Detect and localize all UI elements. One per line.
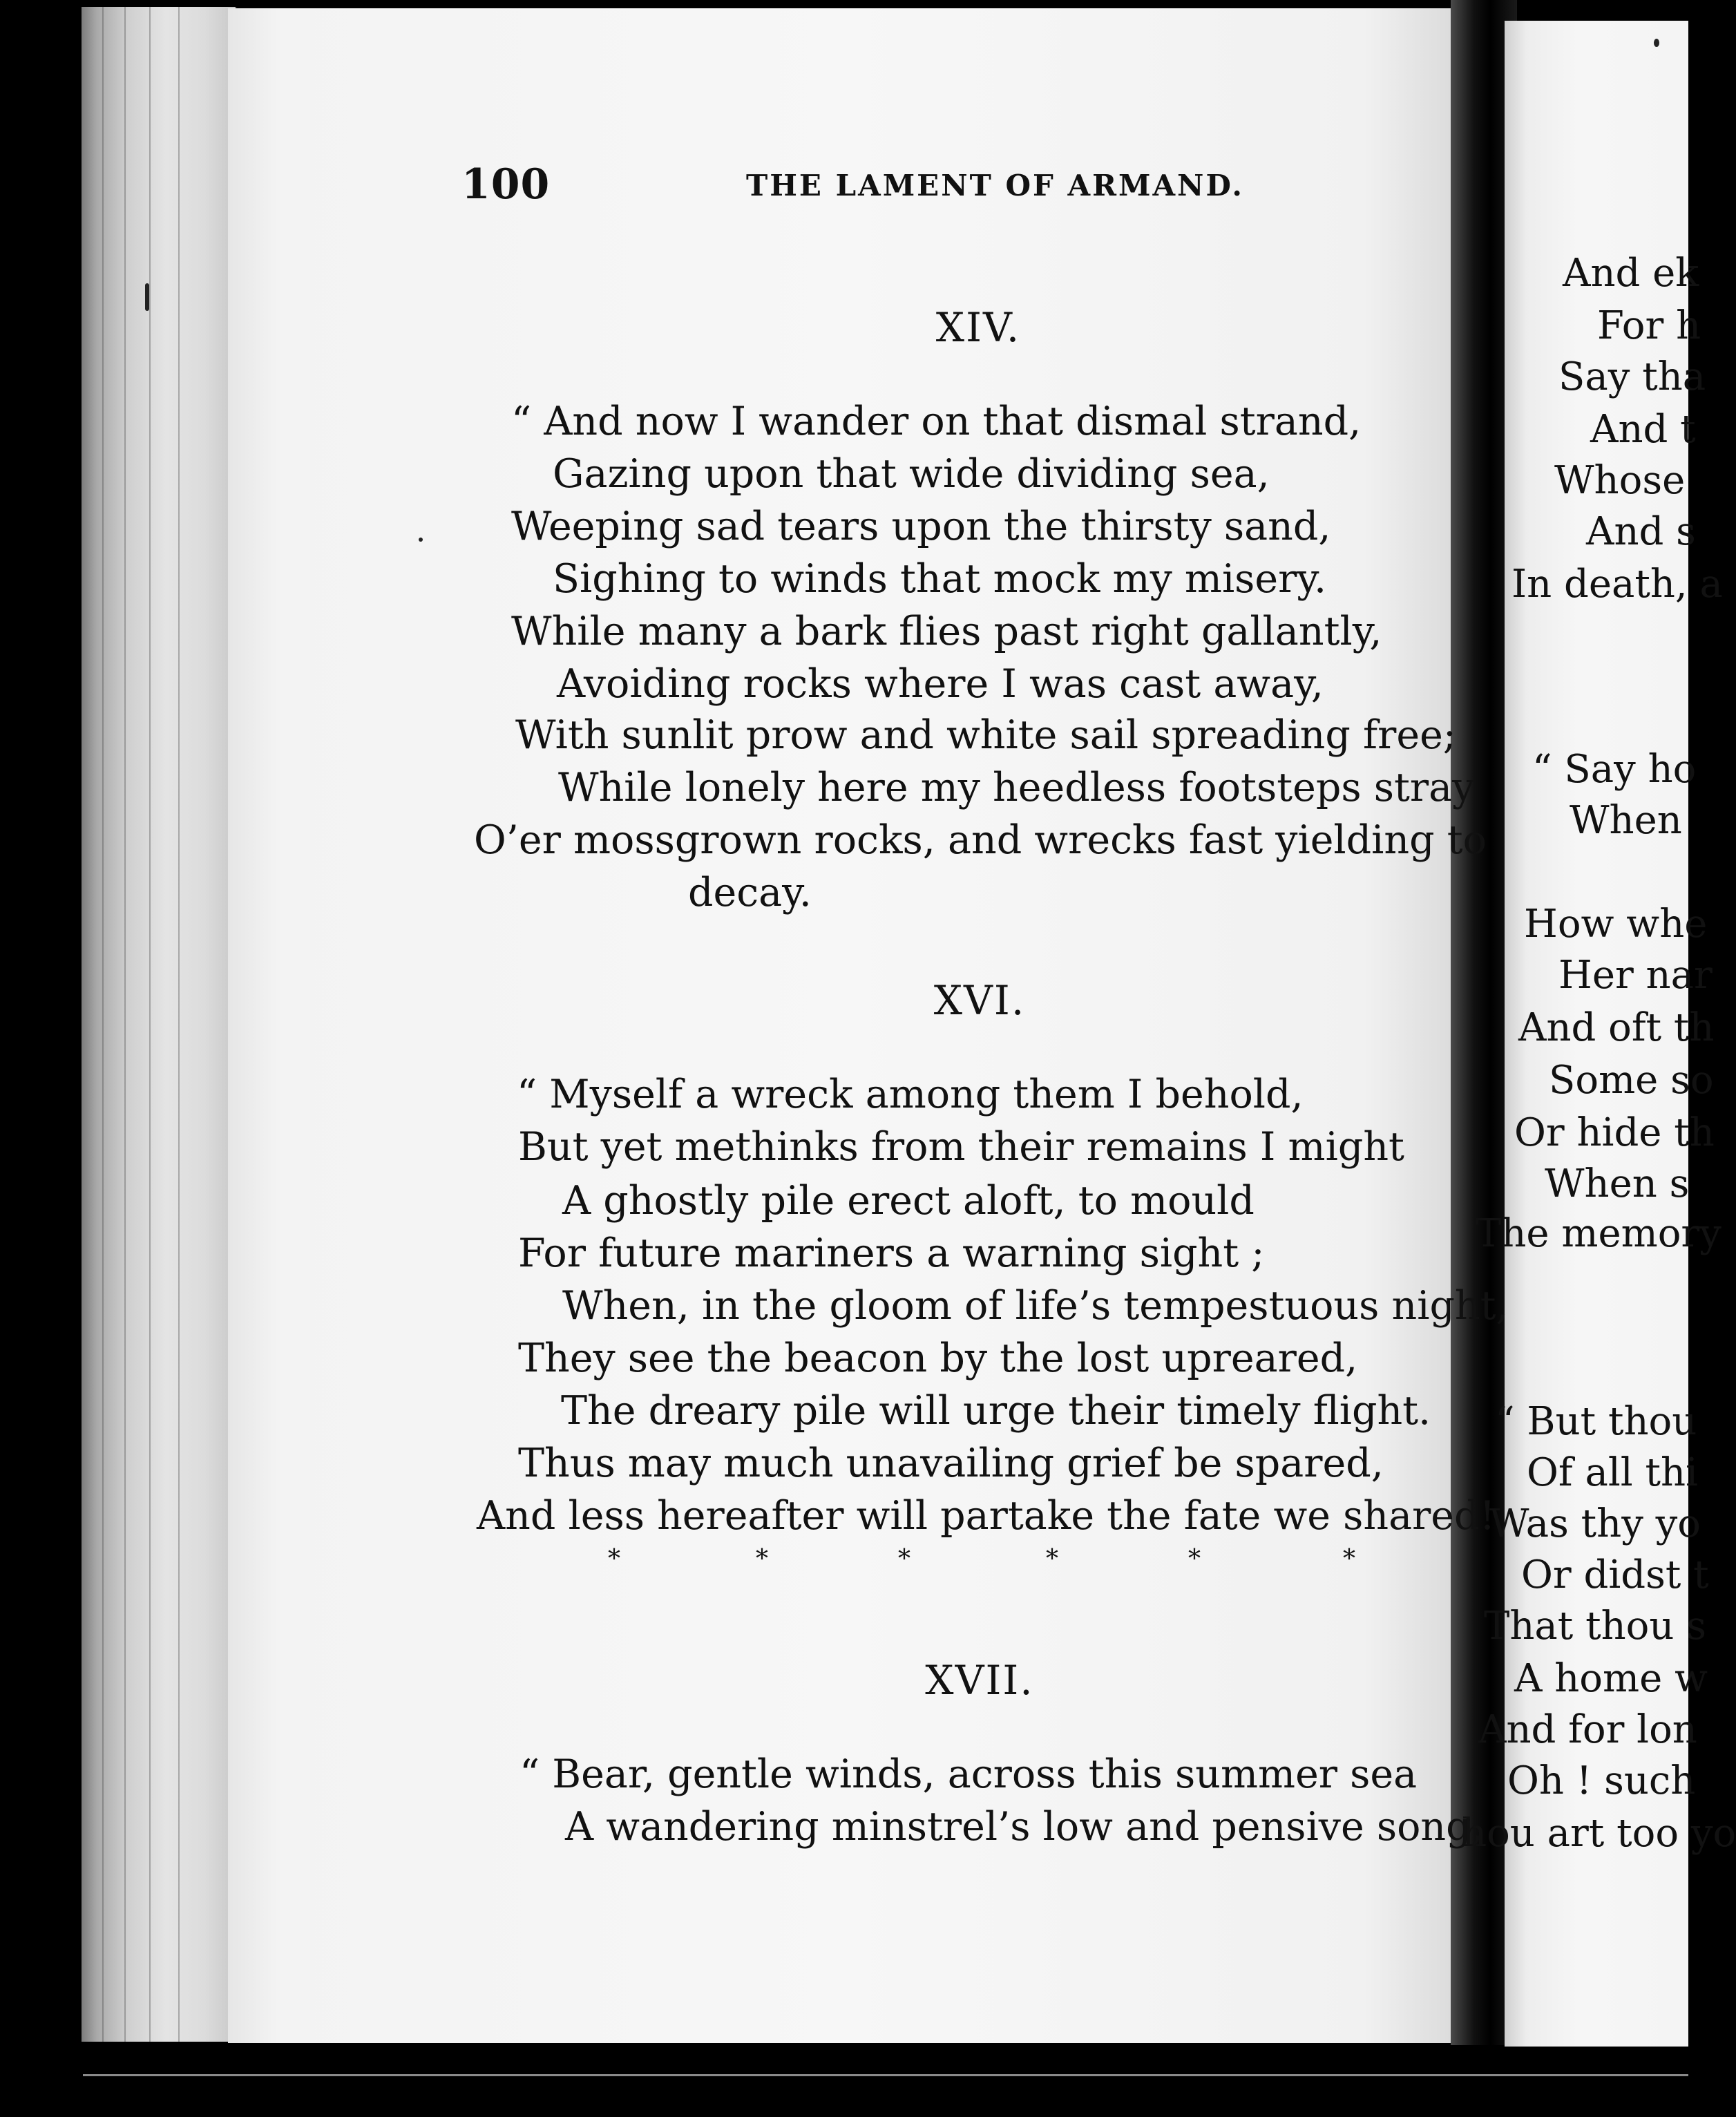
right-page-fragment: Some so <box>1549 1058 1714 1103</box>
right-page-fragment: Or hide th <box>1514 1110 1715 1155</box>
right-page-fragment: Of all thi <box>1527 1450 1698 1495</box>
right-page-fragment: Whose <box>1554 458 1686 503</box>
edge-streak <box>149 7 151 2042</box>
edge-streak <box>124 7 126 2042</box>
verse-line: A ghostly pile erect aloft, to mould <box>562 1178 1255 1224</box>
right-page-fragment: How whe <box>1524 902 1708 947</box>
verse-line: A wandering minstrel’s low and pensive song, <box>565 1804 1484 1850</box>
verse-line: The dreary pile will urge their timely flight. <box>561 1388 1431 1434</box>
right-page-fragment: When s <box>1545 1161 1690 1206</box>
verse-line: Sighing to winds that mock my misery. <box>553 556 1327 602</box>
right-page-fragment: hou art too yo <box>1462 1811 1736 1856</box>
right-page-fragment: That thou s <box>1484 1604 1706 1649</box>
page-number: 100 <box>461 160 551 209</box>
right-page-fragment: “ Say ho <box>1532 747 1697 792</box>
stanza-numeral: XVII. <box>925 1657 1034 1704</box>
asterisk: * <box>608 1545 620 1573</box>
verse-line: When, in the gloom of life’s tempestuous night, <box>562 1283 1509 1329</box>
asterisk: * <box>756 1545 768 1573</box>
verse-line: Gazing upon that wide dividing sea, <box>553 451 1270 497</box>
verse-line: decay. <box>688 870 812 915</box>
right-page-fragment: And ek <box>1563 251 1699 296</box>
scan-speck <box>419 538 423 542</box>
asterisk: * <box>1343 1545 1355 1573</box>
edge-streak <box>102 7 104 2042</box>
verse-line: “ Bear, gentle winds, across this summer sea <box>519 1751 1418 1797</box>
scan-speck <box>145 283 149 311</box>
verse-line: Weeping sad tears upon the thirsty sand, <box>511 504 1331 549</box>
verse-line: They see the beacon by the lost upreared, <box>518 1336 1358 1381</box>
right-page-fragment: Say tha <box>1558 354 1706 399</box>
scan-bottom-border <box>0 2047 1688 2117</box>
right-page-fragment: The memory <box>1476 1211 1721 1256</box>
scan-speck <box>1654 39 1659 47</box>
scan-bottom-rule <box>83 2074 1688 2076</box>
verse-line: Thus may much unavailing grief be spared, <box>518 1441 1384 1486</box>
verse-line: Avoiding rocks where I was cast away, <box>557 661 1324 707</box>
right-page-fragment: And t <box>1590 407 1696 452</box>
verse-line: “ And now I wander on that dismal strand, <box>511 399 1362 444</box>
right-page-fragment: In death, a <box>1511 562 1723 607</box>
verse-line: O’er mossgrown rocks, and wrecks fast yielding to <box>474 817 1487 863</box>
right-page-fragment: When <box>1570 798 1682 843</box>
right-page-fragment: And s <box>1586 509 1696 554</box>
verse-line: With sunlit prow and white sail spreading free; <box>515 712 1457 758</box>
right-page-fragment: And oft th <box>1518 1005 1715 1050</box>
verse-line: For future mariners a warning sight ; <box>518 1231 1265 1276</box>
verse-line: But yet methinks from their remains I might <box>518 1124 1404 1170</box>
asterisk: * <box>898 1545 910 1573</box>
right-page-fragment: Was thy yo <box>1489 1501 1701 1546</box>
right-page-fragment: For h <box>1597 303 1701 348</box>
right-page-fragment: Her nar <box>1558 953 1713 998</box>
right-page-fragment: Or didst t <box>1521 1553 1709 1597</box>
verse-line: “ Myself a wreck among them I behold, <box>517 1072 1304 1117</box>
asterisk: * <box>1188 1545 1201 1573</box>
page-block-edges <box>82 7 236 2042</box>
right-page-fragment: Oh ! such <box>1507 1758 1696 1803</box>
verse-line: And less hereafter will partake the fate we shared! <box>477 1493 1496 1539</box>
running-title: THE LAMENT OF ARMAND. <box>746 169 1244 202</box>
verse-line: While lonely here my heedless footsteps stray <box>558 765 1475 810</box>
verse-line: While many a bark flies past right gallantly, <box>511 609 1382 654</box>
right-page-fragment: A home w <box>1514 1656 1708 1701</box>
stanza-numeral: XIV. <box>935 304 1021 351</box>
edge-streak <box>178 7 180 2042</box>
right-page-fragment: “ But thou <box>1495 1399 1697 1444</box>
asterisk: * <box>1046 1545 1058 1573</box>
right-page-fragment: And for lon <box>1478 1707 1697 1752</box>
stanza-numeral: XVI. <box>933 977 1026 1024</box>
